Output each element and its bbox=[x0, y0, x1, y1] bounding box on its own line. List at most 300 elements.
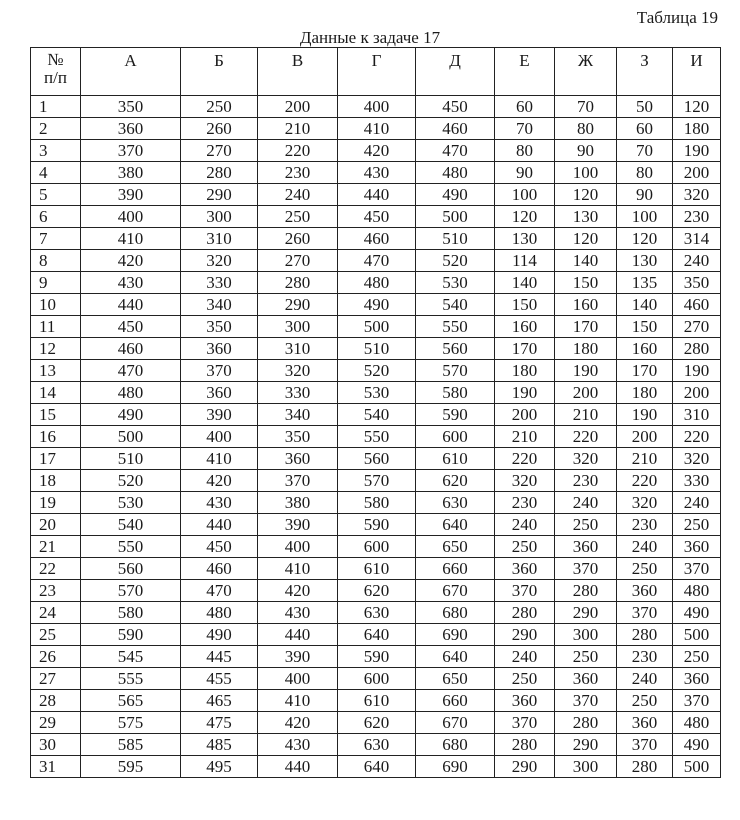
table-cell: 590 bbox=[416, 404, 495, 426]
table-cell: 440 bbox=[258, 756, 338, 778]
table-cell: 100 bbox=[617, 206, 673, 228]
table-cell: 310 bbox=[673, 404, 721, 426]
table-cell: 510 bbox=[338, 338, 416, 360]
table-cell: 450 bbox=[338, 206, 416, 228]
table-row bbox=[31, 404, 721, 426]
table-row bbox=[31, 734, 721, 756]
table-cell: 160 bbox=[495, 316, 555, 338]
table-cell: 630 bbox=[416, 492, 495, 514]
table-cell: 250 bbox=[673, 514, 721, 536]
row-number-cell: 11 bbox=[31, 316, 81, 338]
table-cell: 300 bbox=[555, 756, 617, 778]
table-cell: 430 bbox=[338, 162, 416, 184]
table-cell: 220 bbox=[258, 140, 338, 162]
column-header-e: Е bbox=[495, 48, 555, 96]
table-cell: 340 bbox=[181, 294, 258, 316]
table-cell: 550 bbox=[338, 426, 416, 448]
table-row bbox=[31, 272, 721, 294]
table-cell: 420 bbox=[258, 580, 338, 602]
table-cell: 310 bbox=[258, 338, 338, 360]
table-cell: 490 bbox=[338, 294, 416, 316]
table-cell: 540 bbox=[416, 294, 495, 316]
table-cell: 150 bbox=[555, 272, 617, 294]
table-cell: 390 bbox=[81, 184, 181, 206]
table-cell: 70 bbox=[555, 96, 617, 118]
table-cell: 690 bbox=[416, 624, 495, 646]
table-cell: 250 bbox=[495, 536, 555, 558]
table-cell: 560 bbox=[81, 558, 181, 580]
column-header-b: Б bbox=[181, 48, 258, 96]
table-cell: 240 bbox=[495, 646, 555, 668]
table-cell: 520 bbox=[416, 250, 495, 272]
table-body bbox=[31, 96, 721, 778]
table-cell: 460 bbox=[338, 228, 416, 250]
row-number-cell: 19 bbox=[31, 492, 81, 514]
table-cell: 310 bbox=[181, 228, 258, 250]
row-number-cell: 17 bbox=[31, 448, 81, 470]
table-cell: 620 bbox=[338, 712, 416, 734]
table-cell: 370 bbox=[495, 712, 555, 734]
table-cell: 90 bbox=[555, 140, 617, 162]
table-cell: 630 bbox=[338, 734, 416, 756]
table-cell: 510 bbox=[416, 228, 495, 250]
table-cell: 220 bbox=[673, 426, 721, 448]
table-cell: 450 bbox=[181, 536, 258, 558]
row-number-cell: 7 bbox=[31, 228, 81, 250]
table-row bbox=[31, 96, 721, 118]
table-cell: 470 bbox=[338, 250, 416, 272]
table-cell: 440 bbox=[338, 184, 416, 206]
table-cell: 314 bbox=[673, 228, 721, 250]
table-cell: 640 bbox=[338, 624, 416, 646]
table-cell: 190 bbox=[673, 140, 721, 162]
table-cell: 430 bbox=[258, 734, 338, 756]
table-cell: 550 bbox=[81, 536, 181, 558]
table-cell: 360 bbox=[555, 668, 617, 690]
table-cell: 180 bbox=[673, 118, 721, 140]
row-number-cell: 16 bbox=[31, 426, 81, 448]
row-number-cell: 28 bbox=[31, 690, 81, 712]
table-cell: 570 bbox=[81, 580, 181, 602]
table-cell: 585 bbox=[81, 734, 181, 756]
table-cell: 600 bbox=[416, 426, 495, 448]
table-row bbox=[31, 690, 721, 712]
table-row bbox=[31, 184, 721, 206]
table-row bbox=[31, 382, 721, 404]
row-number-cell: 8 bbox=[31, 250, 81, 272]
table-cell: 550 bbox=[416, 316, 495, 338]
table-cell: 130 bbox=[555, 206, 617, 228]
table-cell: 210 bbox=[258, 118, 338, 140]
table-cell: 650 bbox=[416, 536, 495, 558]
table-cell: 500 bbox=[338, 316, 416, 338]
table-cell: 114 bbox=[495, 250, 555, 272]
table-row bbox=[31, 514, 721, 536]
row-number-cell: 9 bbox=[31, 272, 81, 294]
table-cell: 410 bbox=[258, 558, 338, 580]
table-cell: 130 bbox=[495, 228, 555, 250]
table-cell: 160 bbox=[617, 338, 673, 360]
table-cell: 460 bbox=[181, 558, 258, 580]
table-cell: 580 bbox=[81, 602, 181, 624]
table-cell: 690 bbox=[416, 756, 495, 778]
table-cell: 240 bbox=[258, 184, 338, 206]
table-cell: 440 bbox=[81, 294, 181, 316]
table-cell: 180 bbox=[617, 382, 673, 404]
table-cell: 60 bbox=[495, 96, 555, 118]
table-cell: 400 bbox=[258, 668, 338, 690]
table-cell: 90 bbox=[495, 162, 555, 184]
table-cell: 80 bbox=[617, 162, 673, 184]
table-cell: 600 bbox=[338, 536, 416, 558]
table-cell: 610 bbox=[338, 690, 416, 712]
table-cell: 290 bbox=[258, 294, 338, 316]
table-cell: 440 bbox=[181, 514, 258, 536]
table-cell: 530 bbox=[338, 382, 416, 404]
table-cell: 250 bbox=[617, 690, 673, 712]
column-header-number bbox=[31, 48, 81, 96]
table-cell: 680 bbox=[416, 602, 495, 624]
table-cell: 380 bbox=[258, 492, 338, 514]
table-row bbox=[31, 536, 721, 558]
table-cell: 580 bbox=[416, 382, 495, 404]
table-cell: 440 bbox=[258, 624, 338, 646]
table-cell: 475 bbox=[181, 712, 258, 734]
table-cell: 430 bbox=[258, 602, 338, 624]
table-cell: 500 bbox=[81, 426, 181, 448]
table-cell: 620 bbox=[338, 580, 416, 602]
table-cell: 320 bbox=[617, 492, 673, 514]
table-cell: 190 bbox=[673, 360, 721, 382]
table-cell: 410 bbox=[258, 690, 338, 712]
table-cell: 280 bbox=[555, 580, 617, 602]
table-cell: 400 bbox=[338, 96, 416, 118]
table-cell: 370 bbox=[673, 558, 721, 580]
column-header-d: Д bbox=[416, 48, 495, 96]
table-cell: 460 bbox=[81, 338, 181, 360]
table-cell: 230 bbox=[258, 162, 338, 184]
table-cell: 290 bbox=[495, 756, 555, 778]
table-cell: 120 bbox=[555, 228, 617, 250]
table-cell: 290 bbox=[181, 184, 258, 206]
table-cell: 570 bbox=[416, 360, 495, 382]
table-cell: 480 bbox=[673, 712, 721, 734]
row-number-cell: 4 bbox=[31, 162, 81, 184]
table-cell: 250 bbox=[258, 206, 338, 228]
table-cell: 570 bbox=[338, 470, 416, 492]
table-cell: 135 bbox=[617, 272, 673, 294]
table-cell: 600 bbox=[338, 668, 416, 690]
table-cell: 460 bbox=[416, 118, 495, 140]
table-cell: 120 bbox=[555, 184, 617, 206]
table-cell: 520 bbox=[81, 470, 181, 492]
table-cell: 400 bbox=[81, 206, 181, 228]
table-cell: 430 bbox=[81, 272, 181, 294]
table-cell: 350 bbox=[258, 426, 338, 448]
table-cell: 80 bbox=[555, 118, 617, 140]
table-cell: 360 bbox=[181, 338, 258, 360]
table-cell: 370 bbox=[617, 734, 673, 756]
table-cell: 670 bbox=[416, 580, 495, 602]
table-cell: 170 bbox=[617, 360, 673, 382]
table-cell: 180 bbox=[555, 338, 617, 360]
table-cell: 410 bbox=[181, 448, 258, 470]
table-cell: 360 bbox=[258, 448, 338, 470]
table-cell: 400 bbox=[258, 536, 338, 558]
table-cell: 240 bbox=[555, 492, 617, 514]
table-row bbox=[31, 470, 721, 492]
table-cell: 540 bbox=[81, 514, 181, 536]
column-header-z: З bbox=[617, 48, 673, 96]
table-cell: 400 bbox=[181, 426, 258, 448]
row-number-cell: 12 bbox=[31, 338, 81, 360]
table-cell: 240 bbox=[495, 514, 555, 536]
table-cell: 320 bbox=[258, 360, 338, 382]
table-cell: 280 bbox=[495, 734, 555, 756]
table-cell: 370 bbox=[495, 580, 555, 602]
table-row bbox=[31, 602, 721, 624]
table-cell: 230 bbox=[495, 492, 555, 514]
row-number-cell: 30 bbox=[31, 734, 81, 756]
table-cell: 680 bbox=[416, 734, 495, 756]
column-header-v: В bbox=[258, 48, 338, 96]
table-cell: 360 bbox=[495, 690, 555, 712]
number-abbrev: п/п bbox=[44, 68, 67, 87]
table-cell: 180 bbox=[495, 360, 555, 382]
table-row bbox=[31, 118, 721, 140]
table-cell: 370 bbox=[181, 360, 258, 382]
table-cell: 590 bbox=[338, 514, 416, 536]
table-cell: 280 bbox=[617, 756, 673, 778]
table-cell: 465 bbox=[181, 690, 258, 712]
table-cell: 420 bbox=[338, 140, 416, 162]
table-cell: 200 bbox=[495, 404, 555, 426]
table-cell: 480 bbox=[181, 602, 258, 624]
table-cell: 360 bbox=[673, 668, 721, 690]
table-cell: 575 bbox=[81, 712, 181, 734]
table-cell: 420 bbox=[258, 712, 338, 734]
table-cell: 410 bbox=[338, 118, 416, 140]
table-row bbox=[31, 316, 721, 338]
table-cell: 420 bbox=[81, 250, 181, 272]
table-cell: 490 bbox=[673, 734, 721, 756]
table-cell: 70 bbox=[495, 118, 555, 140]
table-cell: 555 bbox=[81, 668, 181, 690]
table-cell: 320 bbox=[495, 470, 555, 492]
table-cell: 340 bbox=[258, 404, 338, 426]
table-cell: 450 bbox=[416, 96, 495, 118]
table-cell: 420 bbox=[181, 470, 258, 492]
table-cell: 370 bbox=[81, 140, 181, 162]
table-cell: 170 bbox=[555, 316, 617, 338]
row-number-cell: 1 bbox=[31, 96, 81, 118]
table-cell: 320 bbox=[673, 184, 721, 206]
table-caption: Данные к задаче 17 bbox=[299, 28, 441, 47]
table-cell: 390 bbox=[258, 646, 338, 668]
table-cell: 360 bbox=[181, 382, 258, 404]
table-cell: 470 bbox=[416, 140, 495, 162]
table-row bbox=[31, 668, 721, 690]
column-header-g: Г bbox=[338, 48, 416, 96]
table-cell: 590 bbox=[81, 624, 181, 646]
table-cell: 120 bbox=[617, 228, 673, 250]
table-number-label: Таблица 19 bbox=[636, 8, 718, 27]
table-cell: 470 bbox=[181, 580, 258, 602]
table-cell: 250 bbox=[495, 668, 555, 690]
table-cell: 220 bbox=[617, 470, 673, 492]
table-row bbox=[31, 558, 721, 580]
table-cell: 520 bbox=[338, 360, 416, 382]
table-cell: 470 bbox=[81, 360, 181, 382]
table-cell: 230 bbox=[617, 646, 673, 668]
row-number-cell: 2 bbox=[31, 118, 81, 140]
table-cell: 350 bbox=[181, 316, 258, 338]
column-header-a: А bbox=[81, 48, 181, 96]
table-row bbox=[31, 206, 721, 228]
table-cell: 370 bbox=[555, 690, 617, 712]
row-number-cell: 10 bbox=[31, 294, 81, 316]
table-cell: 240 bbox=[673, 492, 721, 514]
table-cell: 130 bbox=[617, 250, 673, 272]
table-cell: 260 bbox=[258, 228, 338, 250]
column-header-i: И bbox=[673, 48, 721, 96]
table-cell: 545 bbox=[81, 646, 181, 668]
row-number-cell: 24 bbox=[31, 602, 81, 624]
table-cell: 190 bbox=[617, 404, 673, 426]
table-row bbox=[31, 646, 721, 668]
table-cell: 120 bbox=[495, 206, 555, 228]
table-cell: 300 bbox=[555, 624, 617, 646]
table-cell: 560 bbox=[338, 448, 416, 470]
table-cell: 250 bbox=[617, 558, 673, 580]
table-cell: 530 bbox=[416, 272, 495, 294]
table-cell: 230 bbox=[673, 206, 721, 228]
table-cell: 490 bbox=[81, 404, 181, 426]
table-cell: 360 bbox=[673, 536, 721, 558]
table-cell: 490 bbox=[181, 624, 258, 646]
table-cell: 100 bbox=[555, 162, 617, 184]
table-cell: 270 bbox=[258, 250, 338, 272]
number-sign: № bbox=[47, 50, 64, 69]
table-cell: 360 bbox=[617, 580, 673, 602]
row-number-cell: 15 bbox=[31, 404, 81, 426]
table-row bbox=[31, 756, 721, 778]
table-cell: 250 bbox=[673, 646, 721, 668]
row-number-cell: 20 bbox=[31, 514, 81, 536]
table-cell: 190 bbox=[495, 382, 555, 404]
table-cell: 460 bbox=[673, 294, 721, 316]
table-cell: 140 bbox=[495, 272, 555, 294]
table-cell: 640 bbox=[338, 756, 416, 778]
table-cell: 240 bbox=[617, 536, 673, 558]
row-number-cell: 13 bbox=[31, 360, 81, 382]
row-number-cell: 6 bbox=[31, 206, 81, 228]
table-cell: 290 bbox=[495, 624, 555, 646]
table-cell: 210 bbox=[555, 404, 617, 426]
table-cell: 390 bbox=[258, 514, 338, 536]
table-cell: 480 bbox=[673, 580, 721, 602]
table-cell: 640 bbox=[416, 646, 495, 668]
table-cell: 170 bbox=[495, 338, 555, 360]
table-cell: 620 bbox=[416, 470, 495, 492]
table-cell: 490 bbox=[416, 184, 495, 206]
table-cell: 495 bbox=[181, 756, 258, 778]
table-row bbox=[31, 228, 721, 250]
table-cell: 250 bbox=[181, 96, 258, 118]
table-cell: 320 bbox=[673, 448, 721, 470]
table-cell: 280 bbox=[495, 602, 555, 624]
table-cell: 455 bbox=[181, 668, 258, 690]
row-number-cell: 27 bbox=[31, 668, 81, 690]
row-number-cell: 18 bbox=[31, 470, 81, 492]
table-cell: 595 bbox=[81, 756, 181, 778]
table-cell: 370 bbox=[555, 558, 617, 580]
table-cell: 540 bbox=[338, 404, 416, 426]
row-number-cell: 21 bbox=[31, 536, 81, 558]
table-cell: 360 bbox=[555, 536, 617, 558]
table-cell: 50 bbox=[617, 96, 673, 118]
row-number-cell: 31 bbox=[31, 756, 81, 778]
table-cell: 220 bbox=[555, 426, 617, 448]
table-cell: 640 bbox=[416, 514, 495, 536]
table-row bbox=[31, 294, 721, 316]
column-header-zh: Ж bbox=[555, 48, 617, 96]
table-cell: 480 bbox=[81, 382, 181, 404]
row-number-cell: 23 bbox=[31, 580, 81, 602]
table-cell: 200 bbox=[617, 426, 673, 448]
table-cell: 320 bbox=[555, 448, 617, 470]
table-cell: 445 bbox=[181, 646, 258, 668]
table-cell: 350 bbox=[673, 272, 721, 294]
table-cell: 140 bbox=[617, 294, 673, 316]
table-cell: 480 bbox=[338, 272, 416, 294]
table-cell: 140 bbox=[555, 250, 617, 272]
table-header-row bbox=[31, 48, 721, 96]
table-cell: 230 bbox=[617, 514, 673, 536]
table-cell: 610 bbox=[416, 448, 495, 470]
table-cell: 350 bbox=[81, 96, 181, 118]
table-cell: 270 bbox=[673, 316, 721, 338]
table-cell: 100 bbox=[495, 184, 555, 206]
table-cell: 190 bbox=[555, 360, 617, 382]
table-row bbox=[31, 140, 721, 162]
table-cell: 390 bbox=[181, 404, 258, 426]
table-cell: 200 bbox=[555, 382, 617, 404]
data-table bbox=[30, 47, 721, 778]
table-cell: 500 bbox=[673, 756, 721, 778]
table-cell: 270 bbox=[181, 140, 258, 162]
table-cell: 120 bbox=[673, 96, 721, 118]
table-cell: 330 bbox=[181, 272, 258, 294]
table-cell: 450 bbox=[81, 316, 181, 338]
table-cell: 150 bbox=[495, 294, 555, 316]
row-number-cell: 29 bbox=[31, 712, 81, 734]
table-cell: 565 bbox=[81, 690, 181, 712]
table-cell: 250 bbox=[555, 514, 617, 536]
table-cell: 360 bbox=[495, 558, 555, 580]
table-cell: 660 bbox=[416, 690, 495, 712]
row-number-cell: 5 bbox=[31, 184, 81, 206]
table-row bbox=[31, 712, 721, 734]
table-cell: 280 bbox=[555, 712, 617, 734]
table-cell: 200 bbox=[673, 162, 721, 184]
table-cell: 330 bbox=[673, 470, 721, 492]
table-cell: 650 bbox=[416, 668, 495, 690]
table-cell: 490 bbox=[673, 602, 721, 624]
table-cell: 200 bbox=[673, 382, 721, 404]
table-cell: 330 bbox=[258, 382, 338, 404]
table-cell: 500 bbox=[673, 624, 721, 646]
